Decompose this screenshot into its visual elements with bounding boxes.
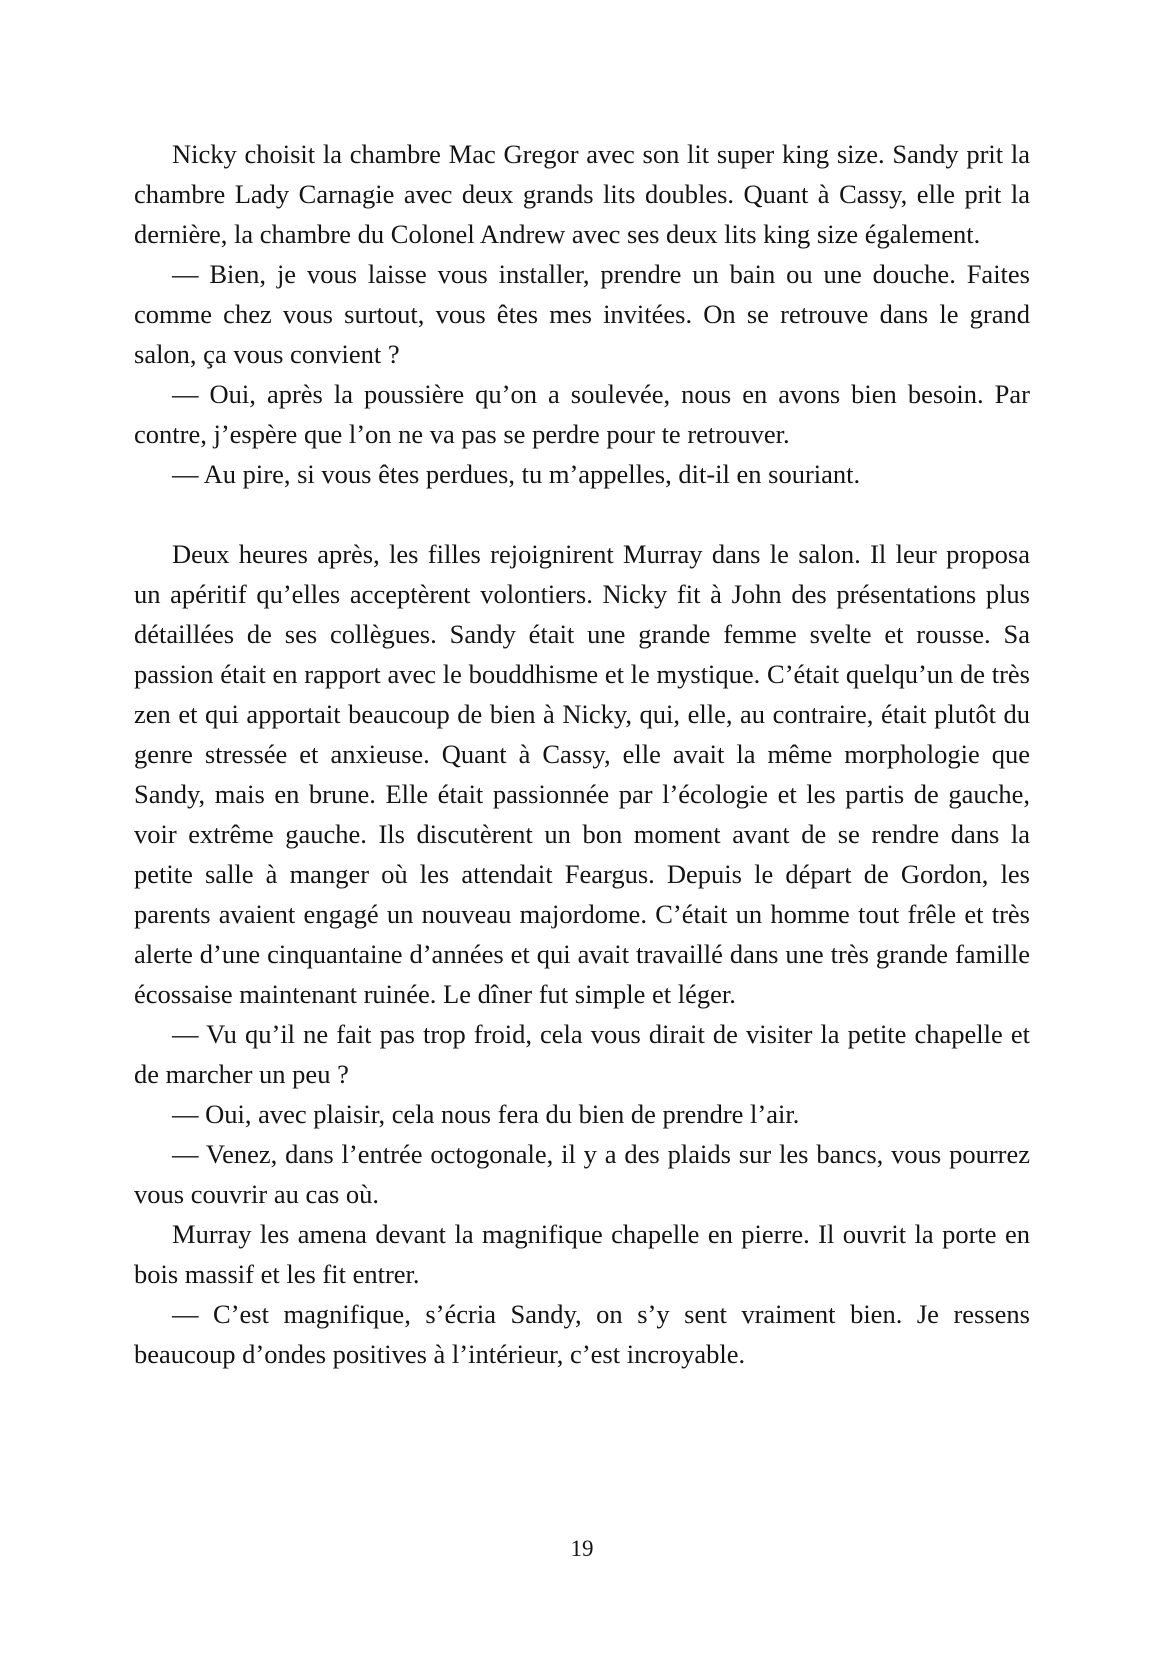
page-number: 19 xyxy=(570,1536,594,1561)
body-text xyxy=(134,134,1030,1374)
paragraph-two-hours-later: Deux heures après, les filles rejoignirent Murray dans le salon. Il leur proposa un apéritif qu’elles acceptèrent volontiers. Nicky fit à John des présentations plus détaillées de ses collègues. Sandy était une grande femme svelte et rousse. Sa passion était en rapport avec le bouddhisme et le mystique. C’était quelqu’un de très zen et qui apportait beaucoup de bien à Nicky, qui, elle, au contraire, était plutôt du genre stressée et anxieuse. Quant à Cassy, elle avait la même morphologie que Sandy, mais en brune. Elle était passionnée par l’écologie et les partis de gauche, voir extrême gauche. Ils discutèrent un bon moment avant de se rendre dans la petite salle à manger où les attendait Feargus. Depuis le départ de Gordon, les parents avaient engagé un nouveau majordome. C’était un homme tout frêle et très alerte d’une cinquantaine d’années et qui avait travaillé dans une très grande famille écossaise maintenant ruinée. Le dîner fut simple et léger. xyxy=(134,539,1030,1009)
dialogue-line: — Oui, après la poussière qu’on a soulevée, nous en avons bien besoin. Par contre, j’espère que l’on ne va pas se perdre pour te retrouver. xyxy=(134,379,1030,449)
dialogue-line: — C’est magnifique, s’écria Sandy, on s’y sent vraiment bien. Je ressens beaucoup d’ondes positives à l’intérieur, c’est incroyable. xyxy=(134,1299,1030,1369)
dialogue-line: — Bien, je vous laisse vous installer, prendre un bain ou une douche. Faites comme chez vous surtout, vous êtes mes invitées. On se retrouve dans le grand salon, ça vous convient ? xyxy=(134,259,1030,369)
dialogue-line: — Au pire, si vous êtes perdues, tu m’appelles, dit-il en souriant. xyxy=(172,459,861,489)
paragraph-room-choice: Nicky choisit la chambre Mac Gregor avec son lit super king size. Sandy prit la chambre Lady Carnagie avec deux grands lits doubles. Quant à Cassy, elle prit la dernière, la chambre du Colonel Andrew avec ses deux lits king size également. xyxy=(134,139,1030,249)
dialogue-line: — Vu qu’il ne fait pas trop froid, cela vous dirait de visiter la petite chapelle et de marcher un peu ? xyxy=(134,1019,1030,1089)
paragraph-chapel: Murray les amena devant la magnifique chapelle en pierre. Il ouvrit la porte en bois massif et les fit entrer. xyxy=(134,1219,1030,1289)
dialogue-line: — Venez, dans l’entrée octogonale, il y a des plaids sur les bancs, vous pourrez vous couvrir au cas où. xyxy=(134,1139,1030,1209)
dialogue-line: — Oui, avec plaisir, cela nous fera du bien de prendre l’air. xyxy=(172,1099,800,1129)
